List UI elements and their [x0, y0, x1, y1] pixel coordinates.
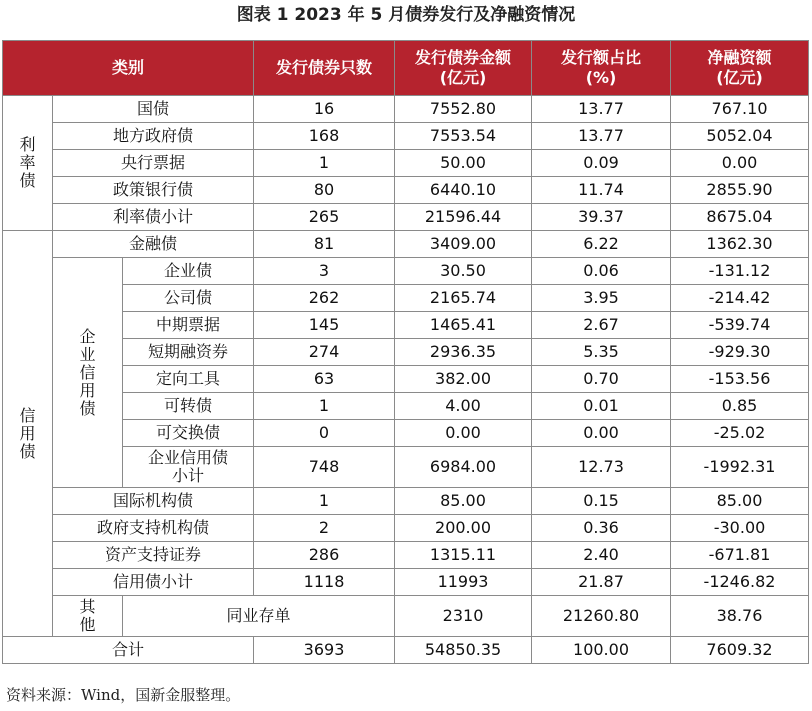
- cell-net: 0.85: [671, 393, 809, 420]
- group-corporate-credit-bonds: 企 业 信 用 债: [53, 258, 123, 488]
- table-row: [3, 420, 809, 447]
- cell-net: -25.02: [671, 420, 809, 447]
- row-name: 短期融资券: [123, 339, 254, 366]
- cell-net: 8675.04: [671, 204, 809, 231]
- cell-amount: 200.00: [395, 515, 532, 542]
- cell-amount: 2165.74: [395, 285, 532, 312]
- table-row: [3, 150, 809, 177]
- table-row: [3, 366, 809, 393]
- cell-net: 2855.90: [671, 177, 809, 204]
- cell-count: 1: [254, 150, 395, 177]
- cell-share: 13.77: [532, 123, 671, 150]
- cell-count: 1118: [254, 569, 395, 596]
- table-row: [3, 488, 809, 515]
- cell-net: 5052.04: [671, 123, 809, 150]
- cell-amount: 3409.00: [395, 231, 532, 258]
- table-row: [3, 596, 809, 637]
- cell-amount: 4.00: [395, 393, 532, 420]
- cell-amount: 2936.35: [395, 339, 532, 366]
- header-count: 发行债券只数: [254, 41, 395, 96]
- header-category: 类别: [3, 41, 254, 96]
- cell-amount: 7552.80: [395, 96, 532, 123]
- source-note: 资料来源：Wind，国新金服整理。: [6, 686, 241, 704]
- cell-count: 3693: [254, 637, 395, 664]
- table-row: [3, 123, 809, 150]
- cell-net: -671.81: [671, 542, 809, 569]
- cell-net: 85.00: [671, 488, 809, 515]
- group-credit-bonds: 信 用 债: [3, 231, 53, 637]
- cell-net: -30.00: [671, 515, 809, 542]
- row-name: 同业存单: [123, 596, 395, 637]
- table-row: [3, 204, 809, 231]
- cell-amount: 382.00: [395, 366, 532, 393]
- cell-count: 286: [254, 542, 395, 569]
- cell-share: 38.76: [671, 596, 809, 637]
- cell-share: 2.40: [532, 542, 671, 569]
- table-row: [3, 569, 809, 596]
- cell-count: 3: [254, 258, 395, 285]
- row-name: 国际机构债: [53, 488, 254, 515]
- row-name: 企业信用债 小计: [123, 447, 254, 488]
- row-name: 公司债: [123, 285, 254, 312]
- cell-count: 81: [254, 231, 395, 258]
- cell-net: 767.10: [671, 96, 809, 123]
- cell-share: 100.00: [532, 637, 671, 664]
- cell-count: 1: [254, 488, 395, 515]
- cell-count: 63: [254, 366, 395, 393]
- header-net: 净融资额 (亿元): [671, 41, 809, 96]
- cell-share: 2.67: [532, 312, 671, 339]
- cell-share: 0.36: [532, 515, 671, 542]
- row-name: 信用债小计: [53, 569, 254, 596]
- group-other: 其 他: [53, 596, 123, 637]
- row-name: 利率债小计: [53, 204, 254, 231]
- cell-count: 168: [254, 123, 395, 150]
- cell-amount: 7553.54: [395, 123, 532, 150]
- cell-amount: 6984.00: [395, 447, 532, 488]
- row-name: 地方政府债: [53, 123, 254, 150]
- cell-share: 5.35: [532, 339, 671, 366]
- cell-share: 13.77: [532, 96, 671, 123]
- cell-share: 0.09: [532, 150, 671, 177]
- bond-issuance-table: [2, 40, 809, 664]
- cell-net: -153.56: [671, 366, 809, 393]
- cell-amount: 50.00: [395, 150, 532, 177]
- row-name: 政策银行债: [53, 177, 254, 204]
- table-row: [3, 393, 809, 420]
- cell-count: 265: [254, 204, 395, 231]
- table-row: [3, 258, 809, 285]
- row-name: 国债: [53, 96, 254, 123]
- table-row: [3, 231, 809, 258]
- cell-share: 0.00: [532, 420, 671, 447]
- cell-amount: 30.50: [395, 258, 532, 285]
- cell-net: -131.12: [671, 258, 809, 285]
- row-name: 资产支持证券: [53, 542, 254, 569]
- cell-net: -214.42: [671, 285, 809, 312]
- table-title: 图表 1 2023 年 5 月债券发行及净融资情况: [236, 5, 576, 25]
- cell-net: 1362.30: [671, 231, 809, 258]
- cell-share: 3.95: [532, 285, 671, 312]
- cell-net: -539.74: [671, 312, 809, 339]
- table-row: [3, 285, 809, 312]
- row-name: 合计: [3, 637, 254, 664]
- cell-count: 0: [254, 420, 395, 447]
- cell-amount: 1465.41: [395, 312, 532, 339]
- cell-amount: 0.00: [395, 420, 532, 447]
- cell-share: 6.22: [532, 231, 671, 258]
- table-row: [3, 177, 809, 204]
- cell-share: 11.74: [532, 177, 671, 204]
- row-name: 央行票据: [53, 150, 254, 177]
- row-name: 企业债: [123, 258, 254, 285]
- cell-net: 0.00: [671, 150, 809, 177]
- cell-count: 2: [254, 515, 395, 542]
- row-name: 金融债: [53, 231, 254, 258]
- cell-amount: 21596.44: [395, 204, 532, 231]
- cell-amount: 21260.80: [532, 596, 671, 637]
- table-row: [3, 447, 809, 488]
- header-row: [3, 41, 809, 96]
- table-row: [3, 312, 809, 339]
- cell-share: 21.87: [532, 569, 671, 596]
- cell-count: 2310: [395, 596, 532, 637]
- cell-count: 274: [254, 339, 395, 366]
- cell-share: 0.01: [532, 393, 671, 420]
- cell-amount: 54850.35: [395, 637, 532, 664]
- header-amount: 发行债券金额 (亿元): [395, 41, 532, 96]
- cell-count: 16: [254, 96, 395, 123]
- row-name: 中期票据: [123, 312, 254, 339]
- cell-amount: 1315.11: [395, 542, 532, 569]
- cell-net: -1992.31: [671, 447, 809, 488]
- cell-count: 1: [254, 393, 395, 420]
- cell-share: 0.06: [532, 258, 671, 285]
- cell-share: 0.70: [532, 366, 671, 393]
- cell-share: 12.73: [532, 447, 671, 488]
- cell-share: 0.15: [532, 488, 671, 515]
- row-name: 可交换债: [123, 420, 254, 447]
- cell-net: 7609.32: [671, 637, 809, 664]
- table-row: [3, 515, 809, 542]
- cell-count: 262: [254, 285, 395, 312]
- cell-amount: 85.00: [395, 488, 532, 515]
- header-share: 发行额占比 (%): [532, 41, 671, 96]
- cell-share: 39.37: [532, 204, 671, 231]
- cell-net: -929.30: [671, 339, 809, 366]
- cell-amount: 6440.10: [395, 177, 532, 204]
- cell-count: 145: [254, 312, 395, 339]
- table-row-total: [3, 637, 809, 664]
- row-name: 定向工具: [123, 366, 254, 393]
- table-row: [3, 339, 809, 366]
- group-rate-bonds: 利 率 债: [3, 96, 53, 231]
- cell-count: 748: [254, 447, 395, 488]
- cell-amount: 11993: [395, 569, 532, 596]
- cell-count: 80: [254, 177, 395, 204]
- table-row: [3, 96, 809, 123]
- row-name: 可转债: [123, 393, 254, 420]
- cell-net: -1246.82: [671, 569, 809, 596]
- row-name: 政府支持机构债: [53, 515, 254, 542]
- table-row: [3, 542, 809, 569]
